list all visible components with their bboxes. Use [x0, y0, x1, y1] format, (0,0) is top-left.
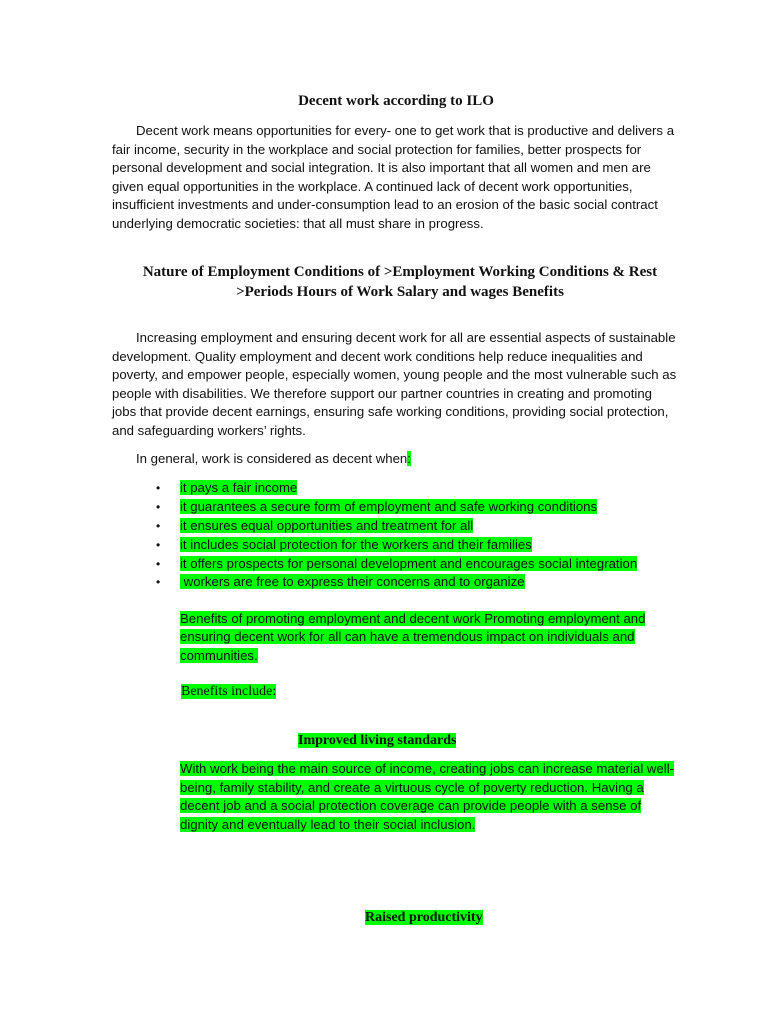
bullet-icon: •: [156, 556, 161, 571]
bullet-icon: •: [156, 481, 161, 495]
subheading-text: Improved living standards: [298, 733, 457, 748]
bullet-icon: •: [156, 518, 161, 533]
living-standards-text: With work being the main source of income, creating jobs can increase material well-being, family stability, and create a virtuous cycle of poverty reduction. Having a decent job and a social protection coverage can provide people with a sense of dignity and eventually lead to their social inclusion.: [180, 761, 675, 833]
paragraph-increasing-employment: Increasing employment and ensuring decent work for all are essential aspects of sustainable development. Quality employment and decent work conditions help reduce inequalities and poverty, and empower people, especially women, young people and the most vulnerable such as people with disabilities. We therefore support our partner countries in creating and promoting jobs that provide decent earnings, ensuring safe working conditions, providing social protection, and safeguarding workers’ rights.: [112, 330, 677, 438]
bullet-icon: •: [156, 499, 161, 514]
paragraph-living-standards: [180, 760, 680, 835]
highlighted-colon: :: [407, 451, 411, 466]
benefits-intro-text: Benefits of promoting employment and decent work Promoting employment and ensuring decent work for all can have a tremendous impact on individuals and communities.: [180, 611, 646, 663]
heading-line-2: >Periods Hours of Work Salary and wages Benefits: [236, 284, 564, 300]
document-title: Decent work according to ILO: [298, 93, 494, 109]
subheading-raised-productivity: [365, 908, 483, 928]
benefits-include-text: Benefits include:: [181, 684, 277, 699]
list-item: [156, 479, 637, 498]
list-item-text: it offers prospects for personal development and encourages social integration: [180, 555, 638, 571]
heading-line-1: Nature of Employment Conditions of >Employment Working Conditions & Rest: [142, 264, 658, 280]
paragraph-decent-work: Decent work means opportunities for every- one to get work that is productive and delivers a fair income, security in the workplace and social protection for families, better prospects for personal development and social integration. It is also important that all women and men are given equal opportunities in the workplace. A continued lack of decent work opportunities, insufficient investments and under-consumption lead to an erosion of the basic social contract underlying democratic societies: that all must share in progress.: [112, 123, 675, 231]
list-item-text: it includes social protection for the workers and their families: [180, 536, 532, 552]
list-item-text: it pays a fair income: [180, 480, 298, 495]
list-item-text: it ensures equal opportunities and treatment for all: [180, 517, 474, 533]
subheading-text: Raised productivity: [365, 910, 483, 925]
list-item: [156, 536, 637, 555]
subheading-improved-living-standards: [298, 731, 456, 751]
list-item: [156, 555, 637, 574]
list-item-text: it guarantees a secure form of employment and safe working conditions: [180, 498, 598, 514]
benefits-intro-paragraph: [180, 610, 650, 665]
benefits-include-label: [181, 683, 276, 701]
list-item: [156, 517, 637, 536]
bullet-list: [156, 479, 637, 592]
list-item: [156, 498, 637, 517]
bullet-icon: •: [156, 575, 161, 590]
list-item-text: workers are free to express their concerns and to organize: [180, 574, 525, 590]
list-item: [156, 573, 637, 592]
decent-when-text: In general, work is considered as decent when: [136, 451, 408, 466]
paragraph-decent-when: [112, 450, 677, 469]
bullet-icon: •: [156, 537, 161, 552]
section-heading-employment-conditions: [130, 262, 670, 302]
